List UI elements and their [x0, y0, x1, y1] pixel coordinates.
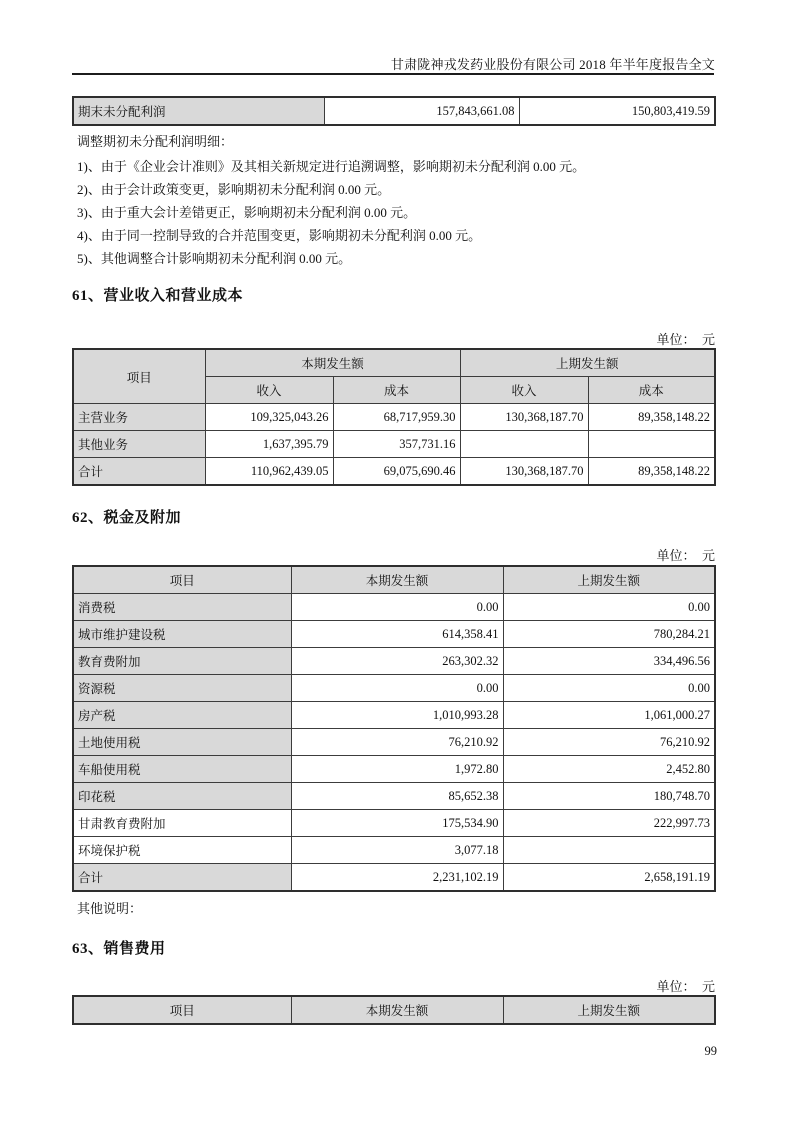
- row-label-cell: 甘肃教育费附加: [73, 810, 291, 837]
- value-cell: 130,368,187.70: [460, 458, 588, 486]
- value-cell: 109,325,043.26: [205, 404, 333, 431]
- table-row: [73, 756, 715, 783]
- retained-prior-cell: 150,803,419.59: [519, 97, 715, 125]
- adjustment-item-3: 3)、由于重大会计差错更正，影响期初未分配利润 0.00 元。: [77, 205, 417, 220]
- col-header-prior: 上期发生额: [460, 349, 715, 377]
- value-cell: 89,358,148.22: [588, 404, 715, 431]
- section-62-unit-label: 单位： 元: [656, 548, 715, 563]
- col-header-item: 项目: [73, 566, 291, 594]
- table-row: [73, 810, 715, 837]
- row-label-cell: 车船使用税: [73, 756, 291, 783]
- value-cell: 263,302.32: [291, 648, 503, 675]
- value-cell: 0.00: [503, 594, 715, 621]
- value-cell: 357,731.16: [333, 431, 460, 458]
- row-label-cell: 合计: [73, 458, 205, 486]
- value-cell: 0.00: [503, 675, 715, 702]
- value-cell: 3,077.18: [291, 837, 503, 864]
- value-cell: 222,997.73: [503, 810, 715, 837]
- table-row: [73, 675, 715, 702]
- value-cell: 780,284.21: [503, 621, 715, 648]
- adjustment-item-5: 5)、其他调整合计影响期初未分配利润 0.00 元。: [77, 251, 352, 266]
- value-cell: [503, 837, 715, 864]
- section-61-heading: 61、营业收入和营业成本: [72, 288, 244, 304]
- other-note: 其他说明：: [77, 901, 143, 916]
- row-label-cell: 其他业务: [73, 431, 205, 458]
- retained-label-cell: 期末未分配利润: [73, 97, 324, 125]
- value-cell: 1,010,993.28: [291, 702, 503, 729]
- header-rule: [72, 73, 714, 75]
- table-row: [73, 702, 715, 729]
- value-cell: 76,210.92: [503, 729, 715, 756]
- col-header-current: 本期发生额: [205, 349, 460, 377]
- row-label-cell: 主营业务: [73, 404, 205, 431]
- value-cell: 130,368,187.70: [460, 404, 588, 431]
- col-header-prior-cost: 成本: [588, 377, 715, 404]
- col-header-prior-income: 收入: [460, 377, 588, 404]
- adjustment-intro: 调整期初未分配利润明细：: [77, 134, 234, 149]
- revenue-cost-table: [72, 348, 716, 486]
- value-cell: 0.00: [291, 675, 503, 702]
- row-label-cell: 土地使用税: [73, 729, 291, 756]
- table-row: [73, 864, 715, 892]
- col-header-current-cost: 成本: [333, 377, 460, 404]
- table-row: [73, 97, 715, 125]
- table-row: [73, 621, 715, 648]
- adjustment-item-1: 1)、由于《企业会计准则》及其相关新规定进行追溯调整，影响期初未分配利润 0.00 元。: [77, 159, 586, 174]
- value-cell: 180,748.70: [503, 783, 715, 810]
- row-label-cell: 环境保护税: [73, 837, 291, 864]
- section-62-heading: 62、税金及附加: [72, 510, 182, 526]
- value-cell: 1,972.80: [291, 756, 503, 783]
- retained-current-cell: 157,843,661.08: [324, 97, 519, 125]
- row-label-cell: 教育费附加: [73, 648, 291, 675]
- value-cell: 76,210.92: [291, 729, 503, 756]
- section-63-unit-label: 单位： 元: [656, 979, 715, 994]
- col-header-current: 本期发生额: [291, 566, 503, 594]
- value-cell: 0.00: [291, 594, 503, 621]
- section-61-unit-label: 单位： 元: [656, 332, 715, 347]
- table-row: [73, 594, 715, 621]
- adjustment-item-2: 2)、由于会计政策变更，影响期初未分配利润 0.00 元。: [77, 182, 391, 197]
- value-cell: 2,231,102.19: [291, 864, 503, 892]
- tax-table: [72, 565, 716, 892]
- value-cell: 334,496.56: [503, 648, 715, 675]
- row-label-cell: 印花税: [73, 783, 291, 810]
- col-header-current: 本期发生额: [291, 996, 503, 1024]
- table-header-row: [73, 349, 715, 377]
- table-row: [73, 837, 715, 864]
- value-cell: 69,075,690.46: [333, 458, 460, 486]
- retained-earnings-table: [72, 96, 716, 126]
- value-cell: 2,658,191.19: [503, 864, 715, 892]
- table-row: [73, 648, 715, 675]
- value-cell: 85,652.38: [291, 783, 503, 810]
- value-cell: 175,534.90: [291, 810, 503, 837]
- table-row: [73, 729, 715, 756]
- col-header-prior: 上期发生额: [503, 996, 715, 1024]
- row-label-cell: 消费税: [73, 594, 291, 621]
- table-row: [73, 431, 715, 458]
- value-cell: [460, 431, 588, 458]
- value-cell: 68,717,959.30: [333, 404, 460, 431]
- page-number: 99: [704, 1044, 717, 1058]
- report-header-title: 甘肃陇神戎发药业股份有限公司 2018 年半年度报告全文: [390, 57, 715, 72]
- adjustment-item-4: 4)、由于同一控制导致的合并范围变更，影响期初未分配利润 0.00 元。: [77, 228, 482, 243]
- value-cell: [588, 431, 715, 458]
- row-label-cell: 资源税: [73, 675, 291, 702]
- table-header-row: [73, 566, 715, 594]
- selling-expense-table: [72, 995, 716, 1025]
- section-63-heading: 63、销售费用: [72, 941, 166, 957]
- col-header-item: 项目: [73, 996, 291, 1024]
- row-label-cell: 城市维护建设税: [73, 621, 291, 648]
- value-cell: 2,452.80: [503, 756, 715, 783]
- table-row: [73, 458, 715, 486]
- value-cell: 110,962,439.05: [205, 458, 333, 486]
- value-cell: 614,358.41: [291, 621, 503, 648]
- value-cell: 1,637,395.79: [205, 431, 333, 458]
- value-cell: 89,358,148.22: [588, 458, 715, 486]
- table-header-row: [73, 996, 715, 1024]
- row-label-cell: 合计: [73, 864, 291, 892]
- value-cell: 1,061,000.27: [503, 702, 715, 729]
- row-label-cell: 房产税: [73, 702, 291, 729]
- col-header-current-income: 收入: [205, 377, 333, 404]
- table-row: [73, 404, 715, 431]
- col-header-prior: 上期发生额: [503, 566, 715, 594]
- table-row: [73, 783, 715, 810]
- col-header-item: 项目: [73, 349, 205, 404]
